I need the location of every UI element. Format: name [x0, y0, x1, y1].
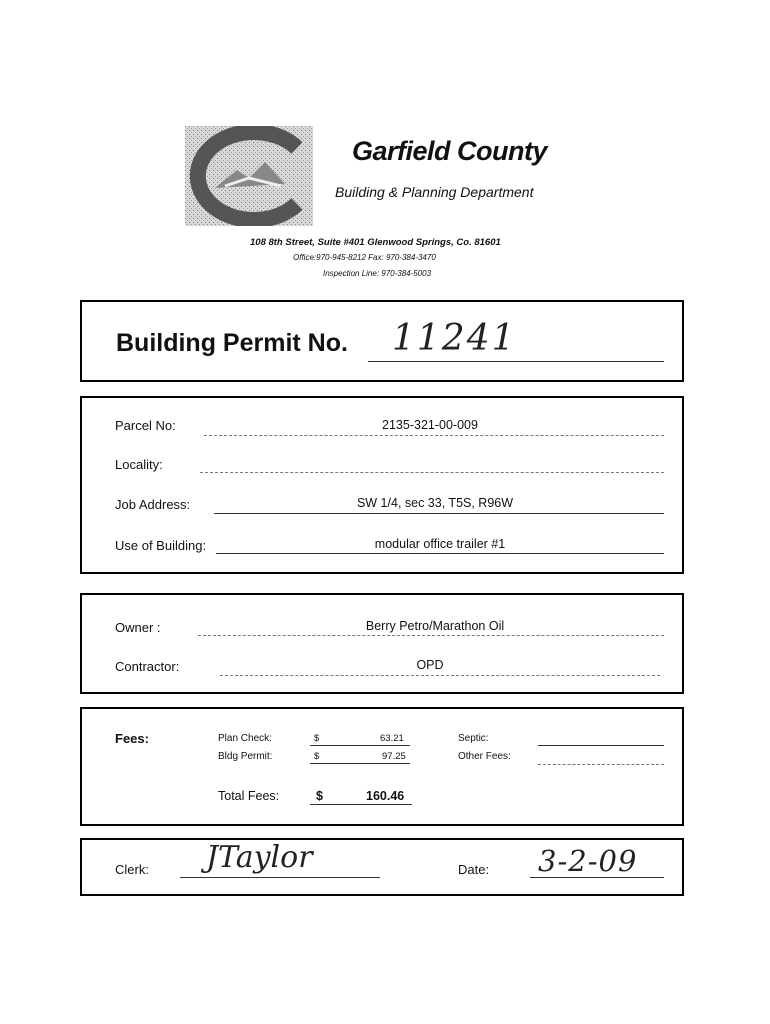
- contractor-line: [220, 675, 660, 676]
- use-of-building-value: modular office trailer #1: [374, 537, 506, 551]
- date-value: 3-2-09: [538, 844, 638, 878]
- clerk-line: [180, 877, 380, 878]
- date-label: Date:: [458, 862, 490, 877]
- job-address-value: SW 1/4, sec 33, T5S, R96W: [356, 496, 514, 510]
- other-fees-label: Other Fees:: [458, 751, 511, 762]
- contractor-value: OPD: [416, 658, 444, 672]
- job-address-line: [214, 513, 664, 514]
- bldg-permit-label: Bldg Permit:: [218, 751, 273, 762]
- parcel-line: [204, 435, 664, 436]
- plan-check-currency: $: [314, 733, 320, 744]
- owner-value: Berry Petro/Marathon Oil: [365, 619, 505, 633]
- county-title: Garfield County: [352, 136, 548, 166]
- total-fees-currency: $: [316, 789, 323, 803]
- other-fees-line: [538, 764, 664, 765]
- job-address-label: Job Address:: [115, 497, 191, 512]
- locality-line: [200, 472, 664, 473]
- total-fees-label: Total Fees:: [218, 789, 280, 803]
- total-fees-line: [310, 804, 412, 805]
- plan-check-value: 63.21: [380, 733, 404, 744]
- permit-number-line: [368, 361, 664, 362]
- fees-label: Fees:: [115, 731, 149, 746]
- bldg-permit-value: 97.25: [382, 751, 406, 762]
- fees-box: [80, 707, 684, 826]
- use-of-building-label: Use of Building:: [115, 538, 207, 553]
- county-logo: [185, 126, 313, 226]
- parcel-label: Parcel No:: [115, 418, 176, 433]
- septic-label: Septic:: [458, 733, 489, 744]
- owner-label: Owner :: [115, 620, 161, 635]
- office-address: 108 8th Street, Suite #401 Glenwood Springs, Co. 81601: [250, 237, 501, 248]
- contractor-label: Contractor:: [115, 659, 180, 674]
- clerk-signature: JTaylor: [206, 840, 313, 875]
- total-fees-value: 160.46: [366, 789, 405, 803]
- parties-box: [80, 593, 684, 694]
- office-phone: Office:970-945-8212 Fax: 970-384-3470: [293, 253, 436, 262]
- bldg-permit-line: [310, 763, 410, 764]
- plan-check-label: Plan Check:: [218, 733, 272, 744]
- inspection-line: Inspection Line: 970-384-5003: [323, 269, 432, 278]
- clerk-label: Clerk:: [115, 862, 149, 877]
- permit-number-value: 11241: [392, 318, 517, 359]
- use-of-building-line: [216, 553, 664, 554]
- bldg-permit-currency: $: [314, 751, 320, 762]
- locality-label: Locality:: [115, 457, 163, 472]
- permit-number-label: Building Permit No.: [116, 329, 348, 357]
- parcel-value: 2135-321-00-009: [382, 418, 478, 432]
- owner-line: [198, 635, 664, 636]
- plan-check-line: [310, 745, 410, 746]
- department-name: Building & Planning Department: [335, 184, 534, 200]
- septic-line: [538, 745, 664, 746]
